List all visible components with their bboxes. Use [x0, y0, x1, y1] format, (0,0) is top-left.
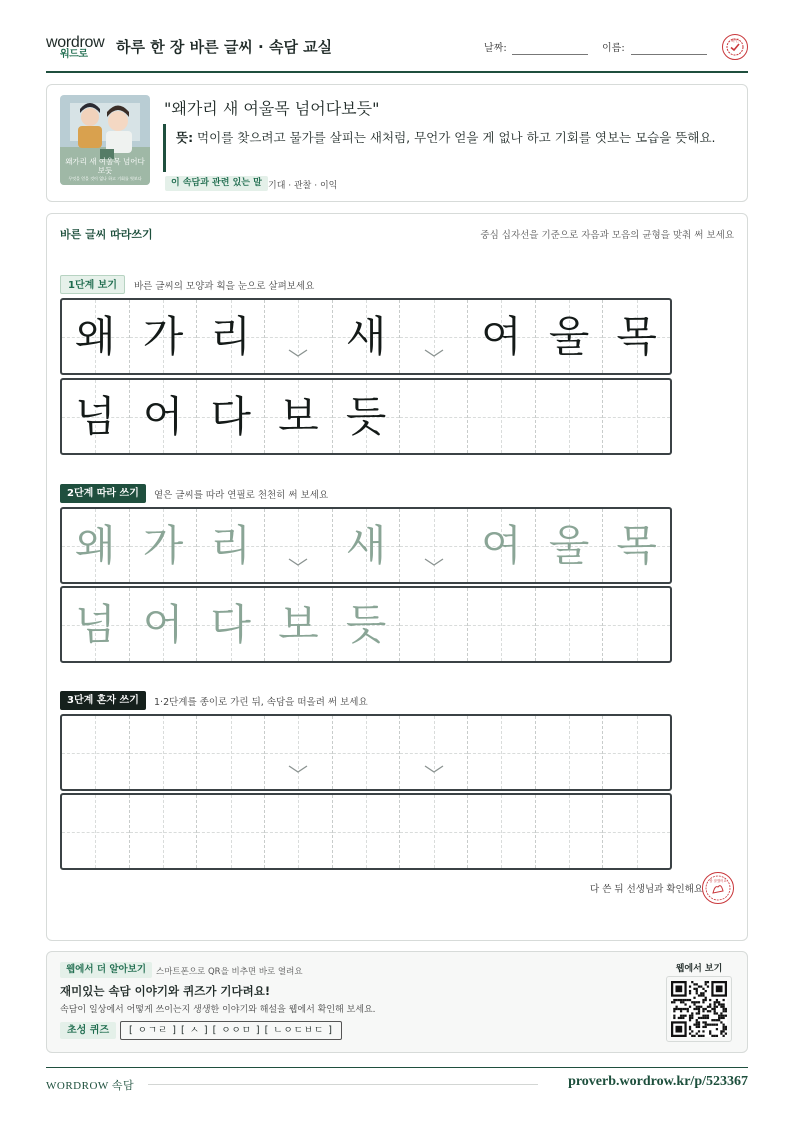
grid-cell[interactable] — [197, 716, 265, 789]
grid-cell[interactable] — [130, 795, 198, 868]
header-rule — [46, 71, 748, 73]
grid-cell — [197, 380, 265, 453]
grid-cell[interactable] — [265, 716, 333, 789]
grid-char: 새 — [345, 520, 387, 570]
grid-cell — [265, 380, 333, 453]
step3-row-1[interactable] — [60, 714, 672, 791]
illustration-caption: 왜가리 새 여울목 넘어다보듯 — [65, 157, 145, 175]
word-space-chevron-icon — [287, 532, 309, 574]
grid-cell[interactable] — [603, 716, 670, 789]
meaning-accent-bar — [163, 124, 166, 172]
check-stamp-icon — [722, 34, 748, 60]
grid-cell — [468, 300, 536, 373]
name-field[interactable] — [631, 54, 707, 55]
proverb-illustration — [60, 95, 150, 185]
grid-cell[interactable] — [265, 795, 333, 868]
grid-cell[interactable] — [536, 716, 604, 789]
grid-char: 왜 — [75, 311, 116, 361]
teacher-check-note: 다 쓴 뒤 선생님과 확인해요 — [590, 884, 704, 895]
proverb-meaning — [176, 128, 726, 147]
word-space-chevron-icon — [423, 532, 445, 574]
grid-cell — [130, 380, 198, 453]
grid-char: 리 — [210, 311, 251, 361]
grid-cell[interactable] — [197, 588, 265, 661]
wordrow-logo — [46, 34, 105, 60]
illustration-subcaption: 무엇을 얻을 것이 없나 하고 기회를 엿보다 — [68, 176, 142, 181]
grid-cell[interactable] — [130, 716, 198, 789]
grid-char: 여 — [481, 520, 522, 570]
grid-cell[interactable] — [400, 716, 468, 789]
proverb-title: "왜가리 새 여울목 넘어다보듯" — [164, 99, 380, 118]
grid-cell — [333, 300, 401, 373]
grid-char: 듯 — [345, 391, 387, 441]
grid-cell[interactable] — [603, 795, 670, 868]
grid-char: 어 — [142, 391, 184, 441]
grid-cell[interactable] — [265, 509, 333, 582]
step3-badge: 3단계 혼자 쓰기 — [60, 691, 146, 710]
grid-cell — [603, 300, 670, 373]
footer-divider — [148, 1084, 538, 1085]
step2-row-2[interactable] — [60, 586, 672, 663]
web-hint: 스마트폰으로 QR을 비추면 바로 열려요 — [156, 967, 303, 977]
stamp-text: 확인 — [731, 38, 739, 43]
related-words-badge: 이 속담과 관련 있는 말 — [165, 176, 268, 191]
web-body: 속담이 일상에서 어떻게 쓰이는지 생생한 이야기와 해설을 웹에서 확인해 보세요. — [60, 1005, 376, 1015]
grid-cell[interactable] — [468, 716, 536, 789]
page-title: 하루 한 장 바른 글씨 · 속담 교실 — [116, 38, 333, 56]
grid-cell — [130, 300, 198, 373]
footer-rule — [46, 1067, 748, 1068]
grid-cell — [197, 300, 265, 373]
grid-char: 넘 — [75, 599, 116, 649]
grid-cell[interactable] — [130, 509, 198, 582]
grid-char: 다 — [210, 599, 251, 649]
grid-cell[interactable] — [400, 509, 468, 582]
grid-cell[interactable] — [468, 588, 536, 661]
quiz-badge: 초성 퀴즈 — [60, 1022, 116, 1039]
grid-cell[interactable] — [603, 588, 670, 661]
word-space-chevron-icon — [287, 323, 309, 365]
web-more-badge: 웹에서 더 알아보기 — [60, 962, 152, 978]
grid-cell[interactable] — [333, 795, 401, 868]
date-field[interactable] — [512, 54, 588, 55]
grid-char: 어 — [142, 599, 184, 649]
step1-badge: 1단계 보기 — [60, 275, 125, 294]
grid-cell[interactable] — [536, 588, 604, 661]
initial-consonant-quiz: [ ㅇㄱㄹ ] [ ㅅ ] [ ㅇㅇㅁ ] [ ㄴㅇㄷㅂㄷ ] — [120, 1021, 342, 1040]
grid-cell[interactable] — [333, 509, 401, 582]
step1-description: 바른 글씨의 모양과 획을 눈으로 살펴보세요 — [134, 281, 315, 292]
grid-cell — [603, 380, 670, 453]
grid-char: 울 — [548, 311, 590, 361]
grid-char: 새 — [345, 311, 387, 361]
grid-cell[interactable] — [197, 509, 265, 582]
good-job-stamp-text: 참 잘했어요 — [709, 879, 727, 883]
qr-code-icon — [671, 981, 727, 1037]
grid-cell[interactable] — [400, 588, 468, 661]
step2-row-1[interactable] — [60, 507, 672, 584]
footer-brand: WORDROW 속담 — [46, 1080, 135, 1092]
grid-cell — [333, 380, 401, 453]
good-job-stamp-svg — [703, 873, 733, 903]
step2-badge: 2단계 따라 쓰기 — [60, 484, 146, 503]
step2-description: 옅은 글씨를 따라 연필로 천천히 써 보세요 — [154, 490, 329, 501]
grid-char: 다 — [210, 391, 251, 441]
grid-cell — [536, 380, 604, 453]
practice-section-title: 바른 글씨 따라쓰기 — [60, 228, 153, 241]
step1-row-1 — [60, 298, 672, 375]
grid-char: 넘 — [75, 391, 116, 441]
qr-code[interactable] — [666, 976, 732, 1042]
qr-label: 웹에서 보기 — [675, 964, 723, 974]
grid-cell — [400, 380, 468, 453]
step3-description: 1·2단계를 종이로 가린 뒤, 속담을 떠올려 써 보세요 — [154, 697, 368, 708]
grid-cell[interactable] — [603, 509, 670, 582]
step3-row-2[interactable] — [60, 793, 672, 870]
grid-cell — [536, 300, 604, 373]
grid-char: 보 — [278, 391, 319, 441]
word-space-chevron-icon — [423, 323, 445, 365]
grid-cell[interactable] — [62, 509, 130, 582]
related-words: 기대 · 관찰 · 이익 — [268, 181, 338, 191]
word-space-chevron-icon — [287, 739, 309, 781]
date-label: 날짜: — [484, 43, 507, 54]
grid-char: 목 — [616, 520, 657, 570]
grid-cell[interactable] — [536, 795, 604, 868]
grid-cell[interactable] — [333, 588, 401, 661]
meaning-label: 뜻: — [176, 130, 194, 145]
grid-char: 목 — [616, 311, 657, 361]
step1-row-2 — [60, 378, 672, 455]
grid-cell[interactable] — [197, 795, 265, 868]
grid-char: 보 — [278, 599, 319, 649]
grid-cell — [265, 300, 333, 373]
grid-cell — [62, 380, 130, 453]
check-stamp-svg — [724, 36, 746, 58]
grid-char: 리 — [210, 520, 251, 570]
grid-cell[interactable] — [62, 716, 130, 789]
logo-sub: 워드로 — [60, 49, 88, 60]
footer-url[interactable]: proverb.wordrow.kr/p/523367 — [568, 1074, 748, 1089]
grid-cell[interactable] — [468, 795, 536, 868]
grid-cell[interactable] — [400, 795, 468, 868]
word-space-chevron-icon — [423, 739, 445, 781]
grid-cell[interactable] — [333, 716, 401, 789]
grid-cell[interactable] — [62, 588, 130, 661]
grid-cell[interactable] — [468, 509, 536, 582]
grid-cell[interactable] — [62, 795, 130, 868]
grid-char: 가 — [142, 520, 184, 570]
grid-cell[interactable] — [265, 588, 333, 661]
grid-cell — [62, 300, 130, 373]
logo-word: wordrow — [46, 34, 105, 51]
grid-char: 가 — [142, 311, 184, 361]
grid-char: 왜 — [75, 520, 116, 570]
web-headline: 재미있는 속담 이야기와 퀴즈가 기다려요! — [60, 984, 271, 998]
grid-cell[interactable] — [130, 588, 198, 661]
grid-char: 듯 — [345, 599, 387, 649]
grid-cell — [468, 380, 536, 453]
good-job-stamp-icon — [702, 872, 734, 904]
meaning-text: 먹이를 찾으려고 물가를 살피는 새처럼, 무언가 얻을 게 없나 하고 기회를 엿보는 모습을 뜻해요. — [193, 130, 716, 145]
grid-char: 울 — [548, 520, 590, 570]
name-label: 이름: — [602, 43, 625, 54]
grid-cell — [400, 300, 468, 373]
grid-char: 여 — [481, 311, 522, 361]
grid-cell[interactable] — [536, 509, 604, 582]
practice-section-note: 중심 십자선을 기준으로 자음과 모음의 균형을 맞춰 써 보세요 — [480, 230, 734, 241]
